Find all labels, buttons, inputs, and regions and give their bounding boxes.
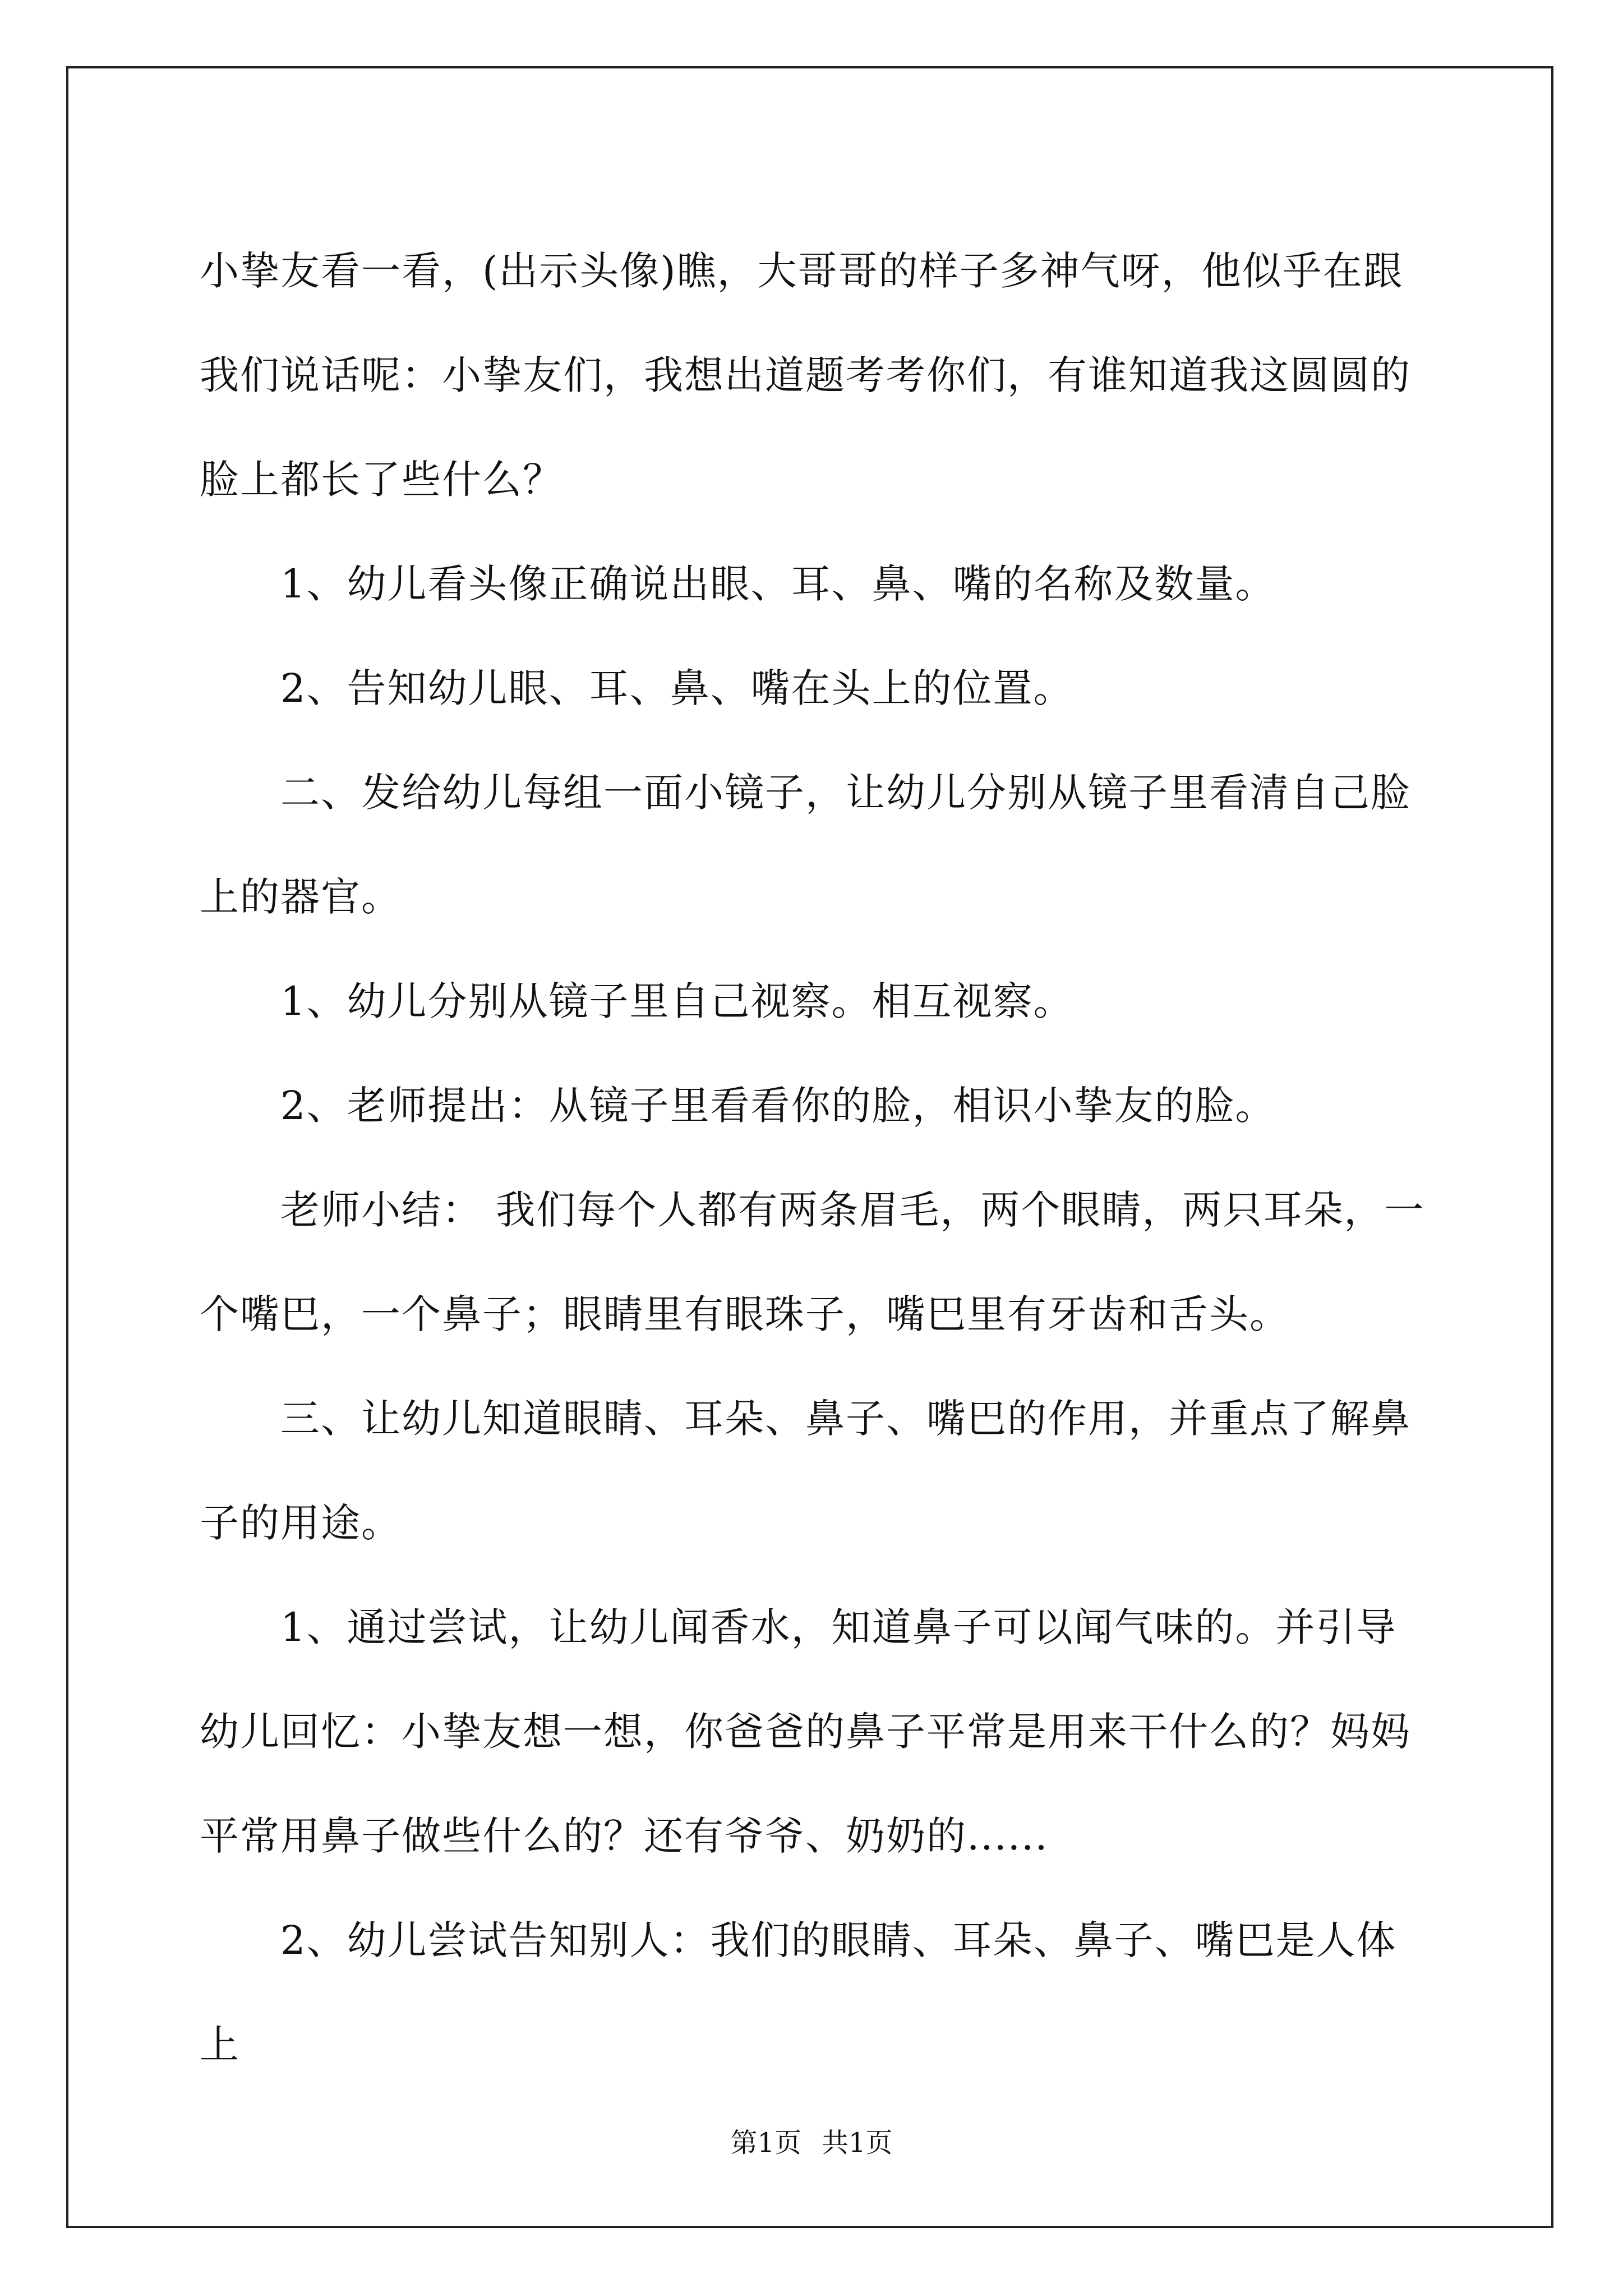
page-total: 共1页: [822, 2127, 893, 2159]
paragraph-1: 小挚友看一看，(出示头像)瞧，大哥哥的样子多神气呀，他似乎在跟我们说话呢：小挚友们，我想出道题考考你们，有谁知道我这圆圆的脸上都长了些什么？: [200, 248, 1411, 503]
paragraph-6: 2、老师提出：从镜子里看看你的脸，相识小挚友的脸。: [280, 1083, 1276, 1129]
document-body: [200, 219, 1428, 2097]
paragraph-7: 老师小结： 我们每个人都有两条眉毛，两个眼睛，两只耳朵，一个嘴巴，一个鼻子；眼睛里有眼珠子，嘴巴里有牙齿和舌头。: [200, 1187, 1425, 1337]
paragraph-10: 2、幼儿尝试告知别人：我们的眼睛、耳朵、鼻子、嘴巴是人体上: [200, 1917, 1397, 2068]
paragraph-2: 1、幼儿看头像正确说出眼、耳、鼻、嘴的名称及数量。: [280, 561, 1276, 607]
paragraph-4: 二、发给幼儿每组一面小镜子，让幼儿分别从镜子里看清自己脸上的器官。: [200, 770, 1411, 920]
page-footer: [0, 2126, 1623, 2160]
paragraph-9: 1、通过尝试，让幼儿闻香水，知道鼻子可以闻气味的。并引导幼儿回忆：小挚友想一想，你爸爸的鼻子平常是用来干什么的？妈妈平常用鼻子做些什么的？还有爷爷、奶奶的......: [200, 1604, 1411, 1859]
page-number: 第1页: [730, 2127, 801, 2159]
paragraph-5: 1、幼儿分别从镜子里自己视察。相互视察。: [280, 978, 1074, 1024]
paragraph-8: 三、让幼儿知道眼睛、耳朵、鼻子、嘴巴的作用，并重点了解鼻子的用途。: [200, 1396, 1411, 1546]
paragraph-3: 2、告知幼儿眼、耳、鼻、嘴在头上的位置。: [280, 665, 1074, 711]
